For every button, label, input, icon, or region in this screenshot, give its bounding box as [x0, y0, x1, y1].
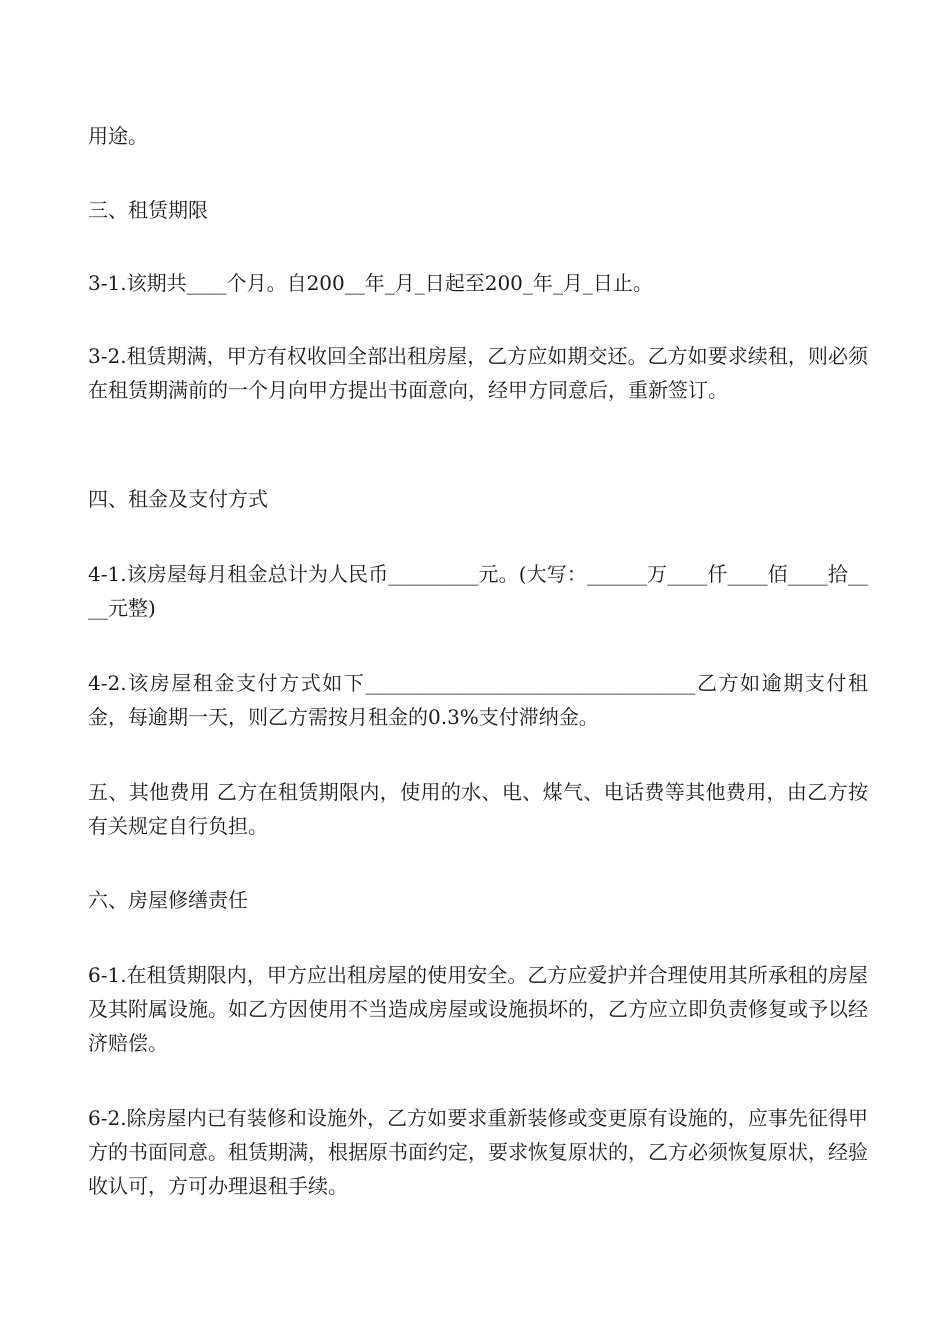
paragraph-purpose-end: 用途。: [88, 124, 148, 148]
heading-lease-term: 三、租赁期限: [88, 198, 208, 222]
clause-4-2: 4-2.该房屋租金支付方式如下_________________________________乙方如逾期支付租金，每逾期一天，则乙方需按月租金的0.3%支付滞纳金。: [88, 671, 868, 729]
clause-6-2: 6-2.除房屋内已有装修和设施外，乙方如要求重新装修或变更原有设施的，应事先征得甲方的书面同意。租赁期满，根据原书面约定，要求恢复原状的，乙方必须恢复原状，经验收认可，方可办理退租手续。: [88, 1106, 868, 1198]
clause-4-1: 4-1.该房屋每月租金总计为人民币_________元。(大写：______万____仟____佰____拾____元整): [88, 562, 868, 620]
clause-3-2: 3-2.租赁期满，甲方有权收回全部出租房屋，乙方应如期交还。乙方如要求续租，则必须在租赁期满前的一个月向甲方提出书面意向，经甲方同意后，重新签订。: [88, 344, 868, 402]
clause-3-1: 3-1.该期共____个月。自200__年_月_日起至200_年_月_日止。: [88, 271, 653, 295]
heading-rent-payment: 四、租金及支付方式: [88, 487, 268, 511]
section-other-fees: 五、其他费用 乙方在租赁期限内，使用的水、电、煤气、电话费等其他费用，由乙方按有关规定自行负担。: [88, 780, 868, 838]
heading-repair-responsibility: 六、房屋修缮责任: [88, 888, 248, 912]
clause-6-1: 6-1.在租赁期限内，甲方应出租房屋的使用安全。乙方应爱护并合理使用其所承租的房屋及其附属设施。如乙方因使用不当造成房屋或设施损坏的，乙方应立即负责修复或予以经济赔偿。: [88, 963, 868, 1055]
